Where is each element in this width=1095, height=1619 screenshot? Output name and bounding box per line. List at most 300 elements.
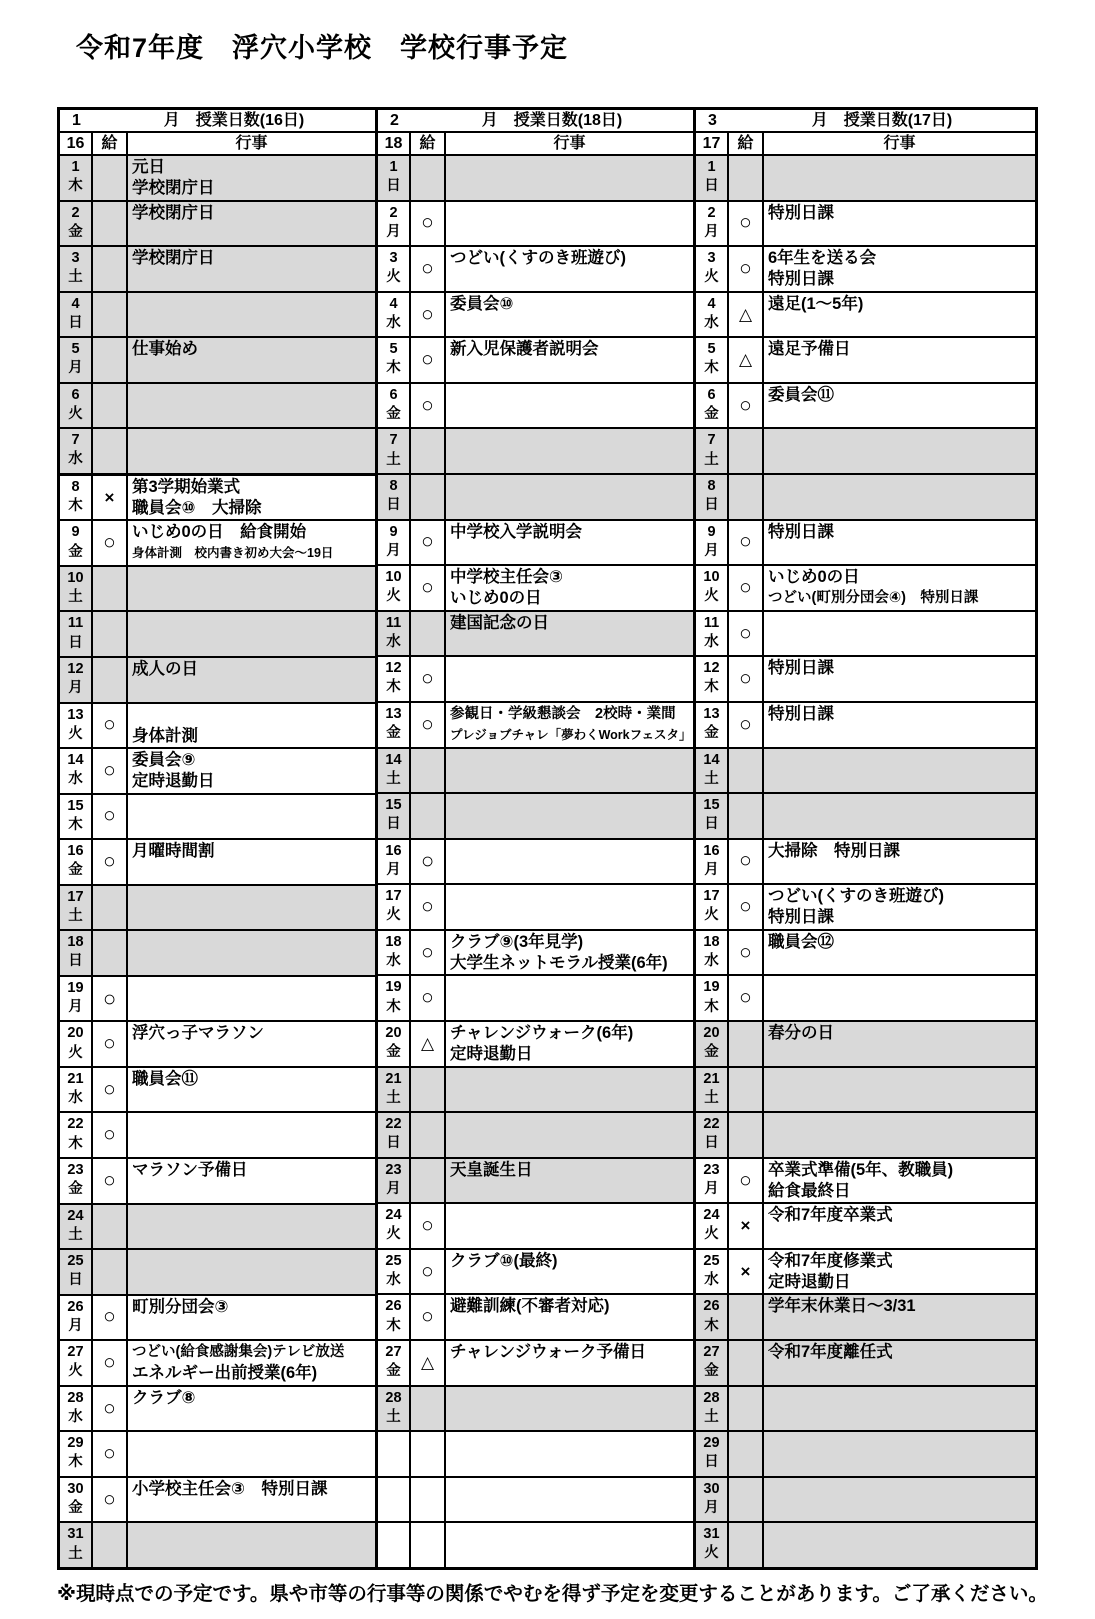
date-cell xyxy=(378,703,411,747)
events-cell xyxy=(764,976,1035,1020)
date-cell xyxy=(60,293,93,337)
lunch-symbol: ○ xyxy=(103,1123,116,1147)
footnote: ※現時点での予定です。県や市等の行事等の関係でやむを得ず予定を変更することがあります。ご了承ください。 xyxy=(57,1583,1048,1605)
lunch-symbol: △ xyxy=(738,350,753,370)
event-line: 定時退勤日 xyxy=(768,1272,851,1291)
table-row xyxy=(378,1387,693,1433)
date-cell xyxy=(378,384,411,428)
event-line: 成人の日 xyxy=(132,660,198,679)
day-number: 22 xyxy=(385,1116,402,1133)
event-line: 定時退勤日 xyxy=(450,1045,533,1064)
lunch-cell xyxy=(93,704,128,748)
events-cell xyxy=(128,704,375,748)
lunch-cell xyxy=(729,1159,764,1203)
table-row xyxy=(60,795,375,841)
events-cell xyxy=(446,429,693,473)
lunch-symbol: ○ xyxy=(739,667,752,691)
table-row xyxy=(378,840,693,886)
event-line: 令和7年度離任式 xyxy=(768,1343,893,1362)
day-number: 3 xyxy=(707,250,716,267)
day-number: 14 xyxy=(385,751,402,768)
lunch-cell xyxy=(729,1204,764,1248)
date-cell xyxy=(378,156,411,200)
weekday-label: 土 xyxy=(68,589,83,606)
lunch-cell xyxy=(411,1204,446,1248)
events-cell xyxy=(128,476,375,520)
day-number: 8 xyxy=(707,478,716,495)
weekday-label: 月 xyxy=(704,542,719,559)
lunch-cell xyxy=(93,293,128,337)
date-cell xyxy=(60,1341,93,1385)
events-cell xyxy=(764,475,1035,519)
table-row xyxy=(378,1432,693,1478)
event-line: 浮穴っ子マラソン xyxy=(132,1024,264,1043)
day-number: 8 xyxy=(389,478,398,495)
lunch-cell xyxy=(93,977,128,1021)
month-header-row xyxy=(378,110,693,133)
table-row xyxy=(696,156,1035,202)
day-number: 25 xyxy=(385,1252,402,1269)
events-cell xyxy=(128,384,375,428)
lunch-cell xyxy=(411,1295,446,1339)
lunch-symbol: ○ xyxy=(420,848,435,874)
events-cell xyxy=(764,202,1035,246)
table-row xyxy=(378,1113,693,1159)
table-row xyxy=(60,704,375,750)
table-row xyxy=(696,566,1035,612)
table-row xyxy=(378,1250,693,1296)
events-cell xyxy=(446,566,693,610)
events-cell xyxy=(446,794,693,838)
lunch-symbol: ○ xyxy=(739,530,752,554)
lunch-cell xyxy=(729,1068,764,1112)
day-number: 2 xyxy=(707,204,716,221)
lunch-cell xyxy=(729,749,764,793)
weekday-label: 水 xyxy=(68,1408,83,1425)
date-cell xyxy=(60,476,93,520)
day-number: 4 xyxy=(389,295,398,312)
lunch-symbol: ○ xyxy=(103,849,116,873)
table-row xyxy=(60,1205,375,1251)
day-number: 24 xyxy=(67,1207,84,1224)
lunch-cell xyxy=(93,795,128,839)
weekday-label: 水 xyxy=(68,451,83,468)
date-cell xyxy=(60,1113,93,1157)
lunch-cell xyxy=(411,976,446,1020)
events-cell xyxy=(764,1523,1035,1567)
weekday-label: 木 xyxy=(68,816,83,833)
lunch-cell xyxy=(93,521,128,565)
column-header-row xyxy=(696,133,1035,156)
date-cell xyxy=(696,612,729,656)
weekday-label: 日 xyxy=(68,953,83,970)
lunch-cell xyxy=(411,703,446,747)
lunch-cell xyxy=(729,566,764,610)
lunch-cell xyxy=(411,931,446,975)
date-cell xyxy=(60,1523,93,1567)
lunch-cell xyxy=(411,384,446,428)
table-row xyxy=(696,1432,1035,1478)
lunch-cell xyxy=(93,886,128,930)
lunch-symbol: × xyxy=(740,1261,751,1281)
events-cell xyxy=(446,840,693,884)
date-cell xyxy=(378,429,411,473)
weekday-label: 日 xyxy=(704,497,719,514)
lunch-cell xyxy=(93,658,128,702)
lunch-cell xyxy=(411,521,446,565)
date-cell xyxy=(60,1432,93,1476)
day-number: 12 xyxy=(67,661,84,678)
event-line: 遠足予備日 xyxy=(768,340,851,359)
weekday-label: 土 xyxy=(68,907,83,924)
lunch-cell xyxy=(411,156,446,200)
table-row xyxy=(696,1341,1035,1387)
table-row xyxy=(378,1478,693,1524)
lunch-cell xyxy=(411,1159,446,1203)
lunch-symbol: △ xyxy=(738,304,753,324)
lunch-cell xyxy=(729,931,764,975)
weekday-label: 金 xyxy=(386,1363,401,1380)
lunch-cell xyxy=(93,1478,128,1522)
date-cell xyxy=(696,384,729,428)
day-number: 15 xyxy=(385,797,402,814)
table-row xyxy=(60,1478,375,1524)
event-line: 卒業式準備(5年、教職員) xyxy=(768,1160,954,1179)
lunch-symbol: ○ xyxy=(421,986,434,1010)
date-cell xyxy=(378,1068,411,1112)
weekday-label: 火 xyxy=(68,725,83,742)
event-line: いじめ0の日 xyxy=(768,568,860,587)
event-line: チャレンジウォーク(6年) xyxy=(450,1023,634,1042)
table-row xyxy=(60,521,375,567)
lunch-cell xyxy=(93,931,128,975)
day-number: 6 xyxy=(707,386,716,403)
event-line: 職員会⑪ xyxy=(132,1069,198,1088)
table-row xyxy=(378,521,693,567)
table-row xyxy=(696,657,1035,703)
lunch-cell xyxy=(729,1341,764,1385)
event-line: クラブ⑧ xyxy=(132,1388,196,1407)
weekday-label: 土 xyxy=(68,1226,83,1243)
events-cell xyxy=(128,886,375,930)
event-line: 第3学期始業式 xyxy=(132,477,241,496)
month-column-3 xyxy=(693,110,1035,1567)
weekday-label: 火 xyxy=(704,588,719,605)
events-cell xyxy=(128,1205,375,1249)
events-cell xyxy=(128,429,375,473)
events-cell xyxy=(128,1432,375,1476)
month-number: 1 xyxy=(72,111,81,129)
events-cell xyxy=(128,1523,375,1567)
event-line: 特別日課 xyxy=(768,659,834,678)
table-row xyxy=(60,1341,375,1387)
event-line: 特別日課 xyxy=(768,203,834,222)
lunch-symbol: ○ xyxy=(739,393,752,417)
date-cell xyxy=(696,338,729,382)
date-cell xyxy=(696,566,729,610)
lunch-cell xyxy=(411,885,446,929)
date-cell xyxy=(696,885,729,929)
weekday-label: 月 xyxy=(386,1180,401,1197)
day-number: 15 xyxy=(67,797,84,814)
lunch-cell xyxy=(729,429,764,473)
events-cell xyxy=(128,521,375,565)
day-number: 5 xyxy=(389,341,398,358)
weekday-label: 土 xyxy=(386,1089,401,1106)
day-number: 17 xyxy=(67,888,84,905)
lunch-cell xyxy=(411,1478,446,1522)
date-cell xyxy=(60,156,93,200)
weekday-label: 水 xyxy=(704,952,719,969)
date-cell xyxy=(696,794,729,838)
event-line: 町別分団会③ xyxy=(132,1297,229,1316)
day-number: 19 xyxy=(703,979,720,996)
day-number: 23 xyxy=(385,1161,402,1178)
day-number: 15 xyxy=(703,797,720,814)
events-cell xyxy=(128,202,375,246)
lunch-cell xyxy=(93,156,128,200)
date-cell xyxy=(60,1296,93,1340)
table-row xyxy=(60,1068,375,1114)
date-cell xyxy=(378,749,411,793)
table-row xyxy=(378,657,693,703)
weekday-label: 金 xyxy=(704,406,719,423)
month-column-2 xyxy=(375,110,693,1567)
day-number: 22 xyxy=(703,1116,720,1133)
table-row xyxy=(378,1341,693,1387)
date-cell xyxy=(60,658,93,702)
events-cell xyxy=(446,1478,693,1522)
table-row xyxy=(378,202,693,248)
lunch-cell xyxy=(729,384,764,428)
lunch-symbol: ○ xyxy=(103,1077,116,1101)
day-number: 20 xyxy=(703,1024,720,1041)
lunch-symbol: ○ xyxy=(102,985,117,1011)
weekday-label: 水 xyxy=(704,1272,719,1288)
lunch-symbol: △ xyxy=(420,1033,435,1053)
day-number: 26 xyxy=(703,1298,720,1315)
date-cell xyxy=(60,1205,93,1249)
weekday-label: 水 xyxy=(386,314,401,331)
date-cell xyxy=(378,293,411,337)
weekday-label: 火 xyxy=(68,1044,83,1061)
table-row xyxy=(60,1159,375,1205)
date-cell xyxy=(378,1022,411,1066)
month-header-label: 月 授業日数(16日) xyxy=(163,111,305,129)
weekday-label: 日 xyxy=(386,816,401,833)
events-cell xyxy=(446,1113,693,1157)
lunch-cell xyxy=(411,429,446,473)
weekday-label: 木 xyxy=(68,1135,83,1152)
lunch-symbol: ○ xyxy=(103,1442,116,1466)
lunch-cell xyxy=(93,1341,128,1385)
event-line: つどい(くすのき班遊び) xyxy=(450,249,626,268)
weekday-label: 木 xyxy=(704,360,719,377)
events-cell xyxy=(446,1387,693,1431)
table-row xyxy=(696,384,1035,430)
events-header: 行事 xyxy=(883,134,916,152)
day-number: 3 xyxy=(389,250,398,267)
lunch-cell xyxy=(729,247,764,291)
event-line: プレジョブチャレ「夢わくWorkフェスタ」 xyxy=(450,727,692,742)
events-cell xyxy=(764,293,1035,337)
table-row xyxy=(60,473,375,522)
table-row xyxy=(378,384,693,430)
weekday-label: 月 xyxy=(386,542,401,559)
day-number: 10 xyxy=(385,569,402,586)
day-number: 7 xyxy=(71,432,80,449)
events-cell xyxy=(446,338,693,382)
event-line: 定時退勤日 xyxy=(132,772,215,791)
day-number: 13 xyxy=(703,705,720,722)
lunch-symbol: ○ xyxy=(421,348,434,372)
lunch-symbol: ○ xyxy=(103,804,116,828)
weekday-label: 木 xyxy=(386,998,401,1015)
date-cell xyxy=(60,429,93,473)
month-header-label: 月 授業日数(18日) xyxy=(481,111,623,129)
lunch-cell xyxy=(729,657,764,701)
table-row xyxy=(696,1478,1035,1524)
lunch-cell xyxy=(411,1387,446,1431)
month-column-1 xyxy=(60,110,375,1567)
lunch-symbol: ○ xyxy=(103,758,116,782)
day-number: 14 xyxy=(703,751,720,768)
events-cell xyxy=(446,612,693,656)
table-row xyxy=(60,1432,375,1478)
lunch-cell xyxy=(729,338,764,382)
date-cell xyxy=(696,1523,729,1567)
weekday-label: 木 xyxy=(386,360,401,377)
day-number: 28 xyxy=(67,1389,84,1406)
events-cell xyxy=(446,931,693,975)
day-number: 9 xyxy=(389,523,398,540)
date-cell xyxy=(378,1478,411,1522)
weekday-label: 水 xyxy=(386,633,401,650)
lunch-symbol: ○ xyxy=(739,712,752,736)
table-row xyxy=(378,156,693,202)
lunch-cell xyxy=(93,338,128,382)
date-cell xyxy=(378,202,411,246)
table-row xyxy=(378,293,693,339)
day-number: 23 xyxy=(703,1161,720,1178)
day-count-header: 17 xyxy=(696,133,729,154)
day-number: 28 xyxy=(385,1389,402,1406)
events-cell xyxy=(764,749,1035,793)
lunch-cell xyxy=(729,1022,764,1066)
day-number: 13 xyxy=(67,706,84,723)
day-count-header: 18 xyxy=(378,133,411,154)
lunch-cell xyxy=(93,1022,128,1066)
table-row xyxy=(60,1523,375,1567)
lunch-symbol: ○ xyxy=(739,986,752,1010)
lunch-cell xyxy=(93,1387,128,1431)
table-row xyxy=(696,1387,1035,1433)
lunch-symbol: △ xyxy=(420,1352,435,1372)
day-number: 6 xyxy=(71,386,80,403)
events-cell xyxy=(446,156,693,200)
table-row xyxy=(378,885,693,931)
lunch-cell xyxy=(93,1205,128,1249)
lunch-symbol: ○ xyxy=(103,1305,116,1329)
event-line: 委員会⑪ xyxy=(768,385,834,404)
lunch-cell xyxy=(411,1250,446,1294)
day-number: 19 xyxy=(67,979,84,996)
table-row xyxy=(378,931,693,977)
day-number: 2 xyxy=(71,204,80,221)
events-cell xyxy=(446,976,693,1020)
day-number: 18 xyxy=(385,933,402,950)
date-cell xyxy=(696,1341,729,1385)
weekday-label: 日 xyxy=(68,1272,83,1289)
date-cell xyxy=(60,1250,93,1294)
event-line: 中学校主任会③ xyxy=(450,568,563,587)
event-line: 委員会⑩ xyxy=(450,294,514,313)
day-number: 13 xyxy=(385,705,402,722)
event-line: 中学校入学説明会 xyxy=(450,522,582,541)
events-cell xyxy=(128,840,375,884)
weekday-label: 金 xyxy=(68,862,83,879)
events-cell xyxy=(128,338,375,382)
event-line: 委員会⑨ xyxy=(132,751,196,770)
lunch-cell xyxy=(729,885,764,929)
events-cell xyxy=(128,1159,375,1203)
lunch-symbol: ○ xyxy=(421,1305,434,1329)
weekday-label: 金 xyxy=(68,1499,83,1516)
lunch-cell xyxy=(411,293,446,337)
table-row xyxy=(60,931,375,977)
events-cell xyxy=(764,931,1035,975)
table-row xyxy=(378,1295,693,1341)
date-cell xyxy=(696,202,729,246)
events-cell xyxy=(446,202,693,246)
event-line: 月曜時間割 xyxy=(132,842,215,861)
lunch-cell xyxy=(93,384,128,428)
weekday-label: 月 xyxy=(386,223,401,240)
table-row xyxy=(696,1295,1035,1341)
date-cell xyxy=(60,931,93,975)
event-line: いじめ0の日 給食開始 xyxy=(132,523,307,542)
events-cell xyxy=(128,1250,375,1294)
page-title: 令和7年度 浮穴小学校 学校行事予定 xyxy=(76,33,569,63)
date-cell xyxy=(60,704,93,748)
events-cell xyxy=(764,1295,1035,1339)
day-number: 9 xyxy=(71,524,80,541)
day-number: 26 xyxy=(385,1298,402,1315)
events-cell xyxy=(446,521,693,565)
date-cell xyxy=(378,794,411,838)
events-cell xyxy=(128,1478,375,1522)
day-number: 12 xyxy=(385,660,402,677)
weekday-label: 月 xyxy=(386,861,401,878)
lunch-cell xyxy=(93,1068,128,1112)
day-number: 31 xyxy=(703,1526,720,1543)
events-cell xyxy=(764,521,1035,565)
table-row xyxy=(378,247,693,293)
weekday-label: 金 xyxy=(386,1044,401,1061)
date-cell xyxy=(60,840,93,884)
day-number: 16 xyxy=(67,843,84,860)
table-row xyxy=(378,338,693,384)
event-line: 令和7年度修業式 xyxy=(768,1251,893,1270)
event-line: 特別日課 xyxy=(768,908,834,927)
day-number: 25 xyxy=(703,1252,720,1269)
events-cell xyxy=(446,1204,693,1248)
date-cell xyxy=(378,1523,411,1567)
lunch-cell xyxy=(411,202,446,246)
weekday-label: 日 xyxy=(704,1135,719,1152)
events-cell xyxy=(446,1341,693,1385)
table-row xyxy=(696,202,1035,248)
